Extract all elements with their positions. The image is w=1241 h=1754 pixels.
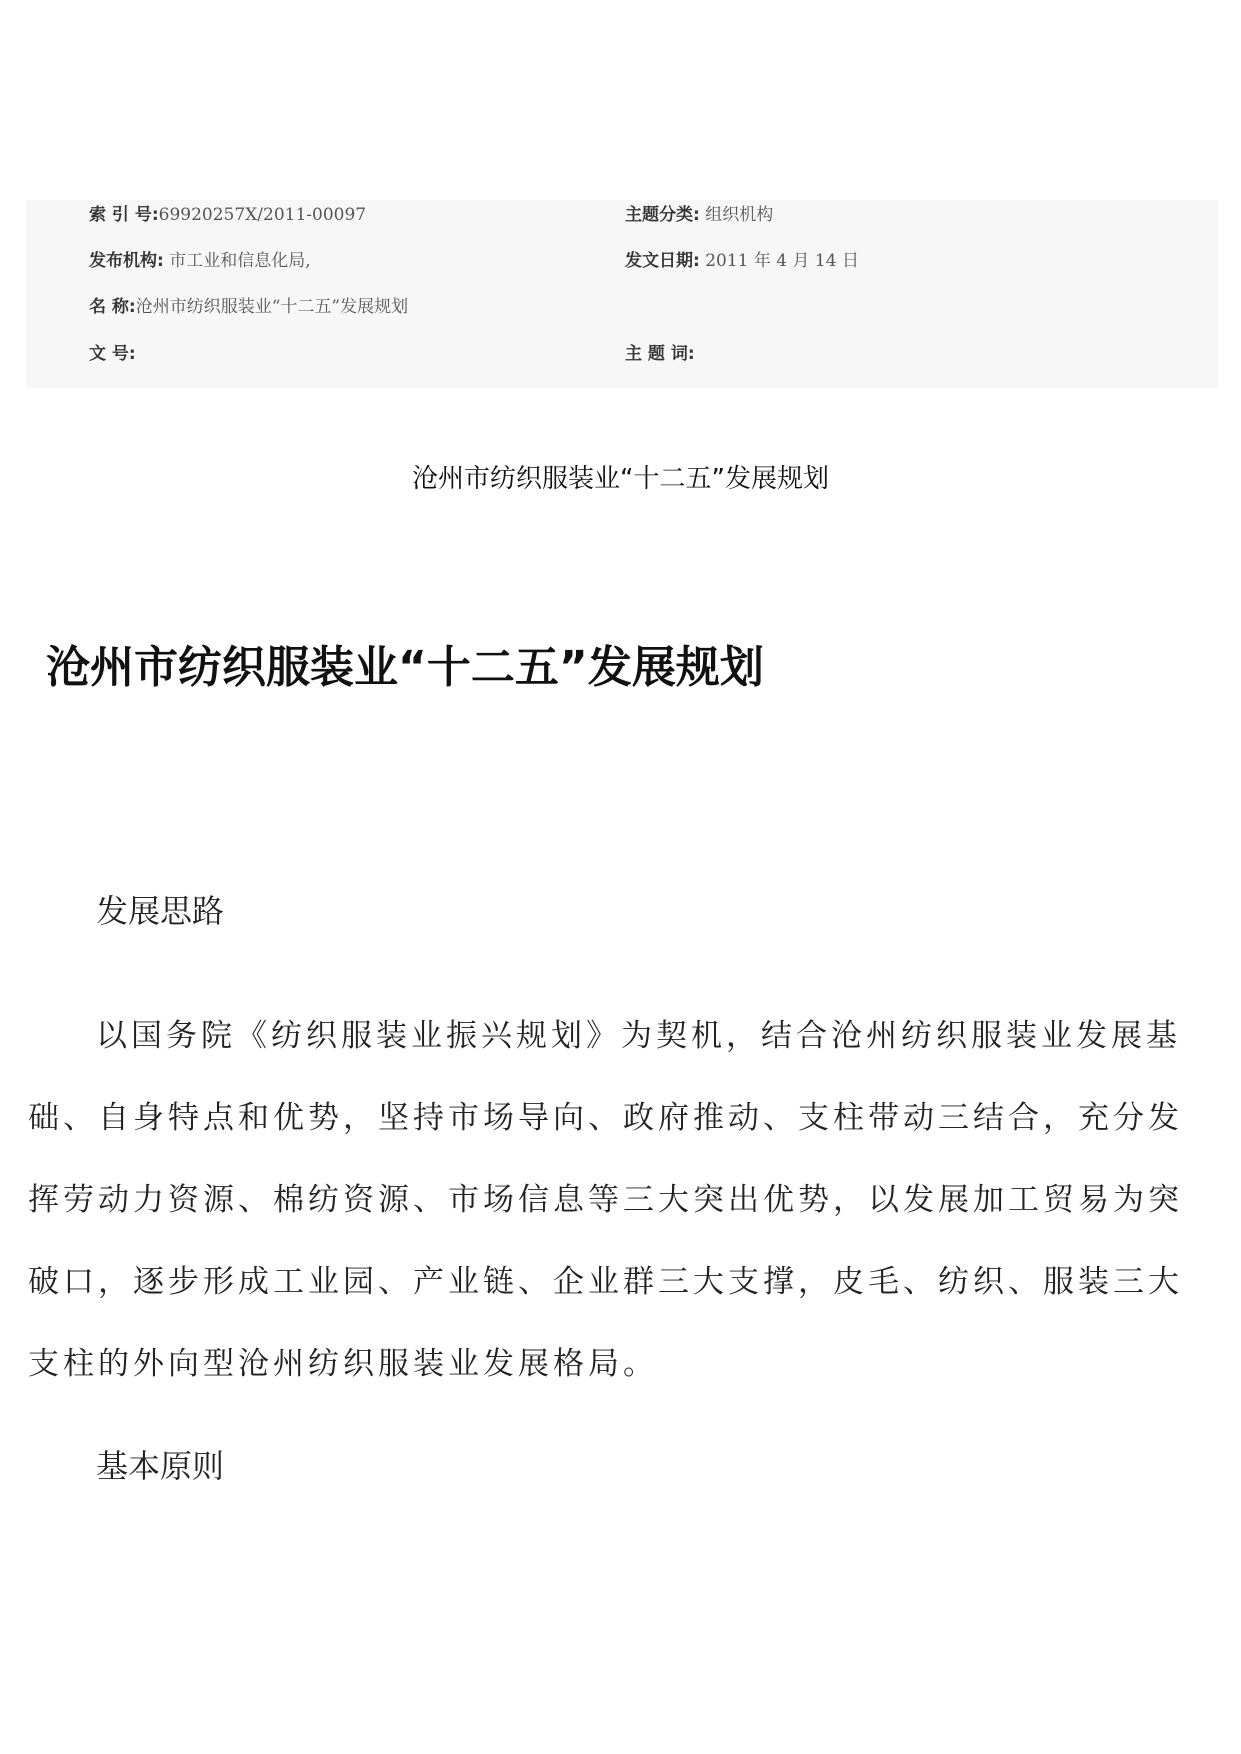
topic-category-value: 组织机构 [705, 205, 774, 225]
publisher-value: 市工业和信息化局, [169, 251, 311, 271]
document-name-label: 名 称: [89, 297, 136, 317]
publisher-label: 发布机构: [89, 251, 164, 271]
document-subtitle: 沧州市纺织服装业“十二五”发展规划 [412, 464, 829, 494]
document-main-title: 沧州市纺织服装业“十二五”发展规划 [46, 642, 764, 693]
section-heading-development-approach: 发展思路 [96, 892, 225, 930]
section-heading-basic-principles: 基本原则 [96, 1447, 225, 1485]
topic-category-field [625, 204, 773, 226]
issue-date-value: 2011 年 4 月 14 日 [705, 251, 859, 271]
document-number-field [89, 343, 136, 365]
publisher-field [89, 250, 311, 272]
section-body-development-approach: 以国务院《纺织服装业振兴规划》为契机，结合沧州纺织服装业发展基础、自身特点和优势，坚持市场导向、政府推动、支柱带动三结合，充分发挥劳动力资源、棉纺资源、市场信息等三大突出优势，以发展加工贸易为突破口，逐步形成工业园、产业链、企业群三大支撑，皮毛、纺织、服装三大支柱的外向型沧州纺织服装业发展格局。 [28, 1018, 1183, 1382]
index-number-field [89, 204, 366, 226]
document-number-label: 文 号: [89, 344, 136, 364]
keywords-field [625, 343, 695, 365]
keywords-label: 主 题 词: [625, 344, 695, 364]
issue-date-label: 发文日期: [625, 251, 700, 271]
index-number-label: 索 引 号: [89, 205, 159, 225]
document-info-panel [26, 200, 1218, 388]
document-name-field [89, 296, 408, 318]
document-name-value: 沧州市纺织服装业“十二五”发展规划 [135, 297, 409, 317]
index-number-value: 69920257X/2011-00097 [158, 205, 367, 225]
topic-category-label: 主题分类: [625, 205, 700, 225]
issue-date-field [625, 250, 859, 272]
